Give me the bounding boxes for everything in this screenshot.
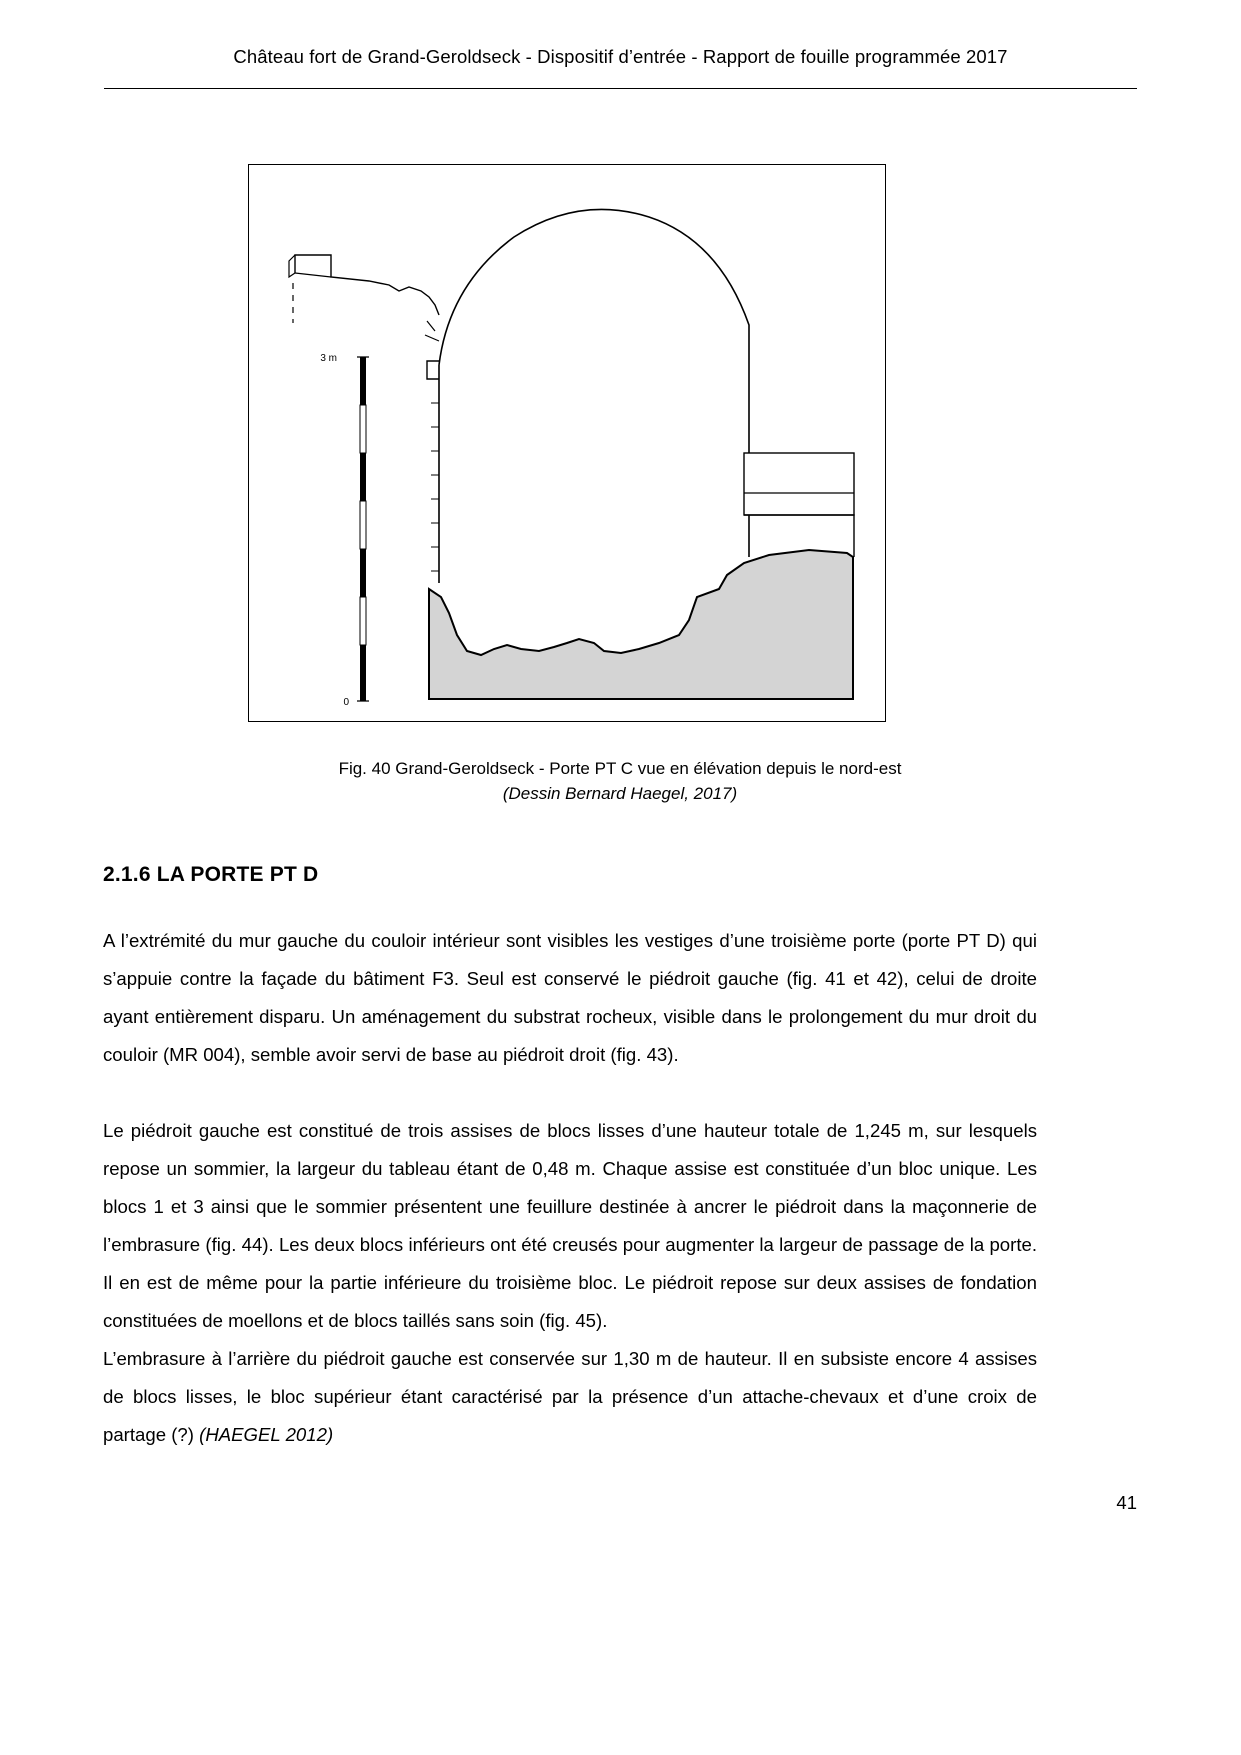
jamb-block-upper <box>427 361 439 379</box>
arch-outline <box>439 209 749 583</box>
figure-40-image <box>248 164 886 722</box>
wall-stub-return <box>289 255 295 277</box>
paragraph-3-text: L’embrasure à l’arrière du piédroit gauche est conservée sur 1,30 m de hauteur. Il en subsiste encore 4 assises de blocs lisses, le bloc supérieur étant caractérisé par la présence d’un attache-chevaux et d’une croix de partage (?) <box>103 1348 1037 1445</box>
header-divider <box>104 88 1137 89</box>
page-number: 41 <box>1116 1492 1137 1513</box>
paragraph-3-citation: (HAEGEL 2012) <box>199 1424 334 1445</box>
figure-caption <box>150 756 1090 806</box>
figure-caption-text: Fig. 40 Grand-Geroldseck - Porte PT C vue en élévation depuis le nord-est <box>338 759 902 778</box>
paragraph-3 <box>103 1340 1037 1454</box>
paragraph-1: A l’extrémité du mur gauche du couloir intérieur sont visibles les vestiges d’une troisième porte (porte PT D) qui s’appuie contre la façade du bâtiment F3. Seul est conservé le piédroit gauche (fig. 41 et 42), celui de droite ayant entièrement disparu. Un aménagement du substrat rocheux, visible dans le prolongement du mur droit du couloir (MR 004), semble avoir servi de base au piédroit droit (fig. 43). <box>103 930 1037 1065</box>
right-block-upper <box>744 453 854 515</box>
scale-top-label: 3 m <box>320 353 337 364</box>
masonry-joints <box>431 403 439 571</box>
wall-stub-bottom <box>295 273 331 277</box>
elevation-drawing <box>249 165 885 721</box>
scale-bar <box>357 357 369 701</box>
scale-bottom-label: 0 <box>343 697 349 708</box>
wall-detail-lines <box>425 321 439 341</box>
page-header: Château fort de Grand-Geroldseck - Dispositif d’entrée - Rapport de fouille programmée 2017 <box>233 46 1008 67</box>
rock-substrate-fill <box>429 550 853 699</box>
paragraph-2: Le piédroit gauche est constitué de trois assises de blocs lisses d’une hauteur totale de 1,245 m, sur lesquels repose un sommier, la largeur du tableau étant de 0,48 m. Chaque assise est constituée d’un bloc unique. Les blocs 1 et 3 ainsi que le sommier présentent une feuillure destinée à ancrer le piédroit dans la maçonnerie de l’embrasure (fig. 44). Les deux blocs inférieurs ont été creusés pour augmenter la largeur de passage de la porte. Il en est de même pour la partie inférieure du troisième bloc. Le piédroit repose sur deux assises de fondation constituées de moellons et de blocs taillés sans soin (fig. 45). <box>103 1120 1037 1331</box>
wall-stub-outline <box>295 255 439 315</box>
figure-credit: (Dessin Bernard Haegel, 2017) <box>502 784 738 803</box>
section-heading: 2.1.6 LA PORTE PT D <box>103 863 319 886</box>
